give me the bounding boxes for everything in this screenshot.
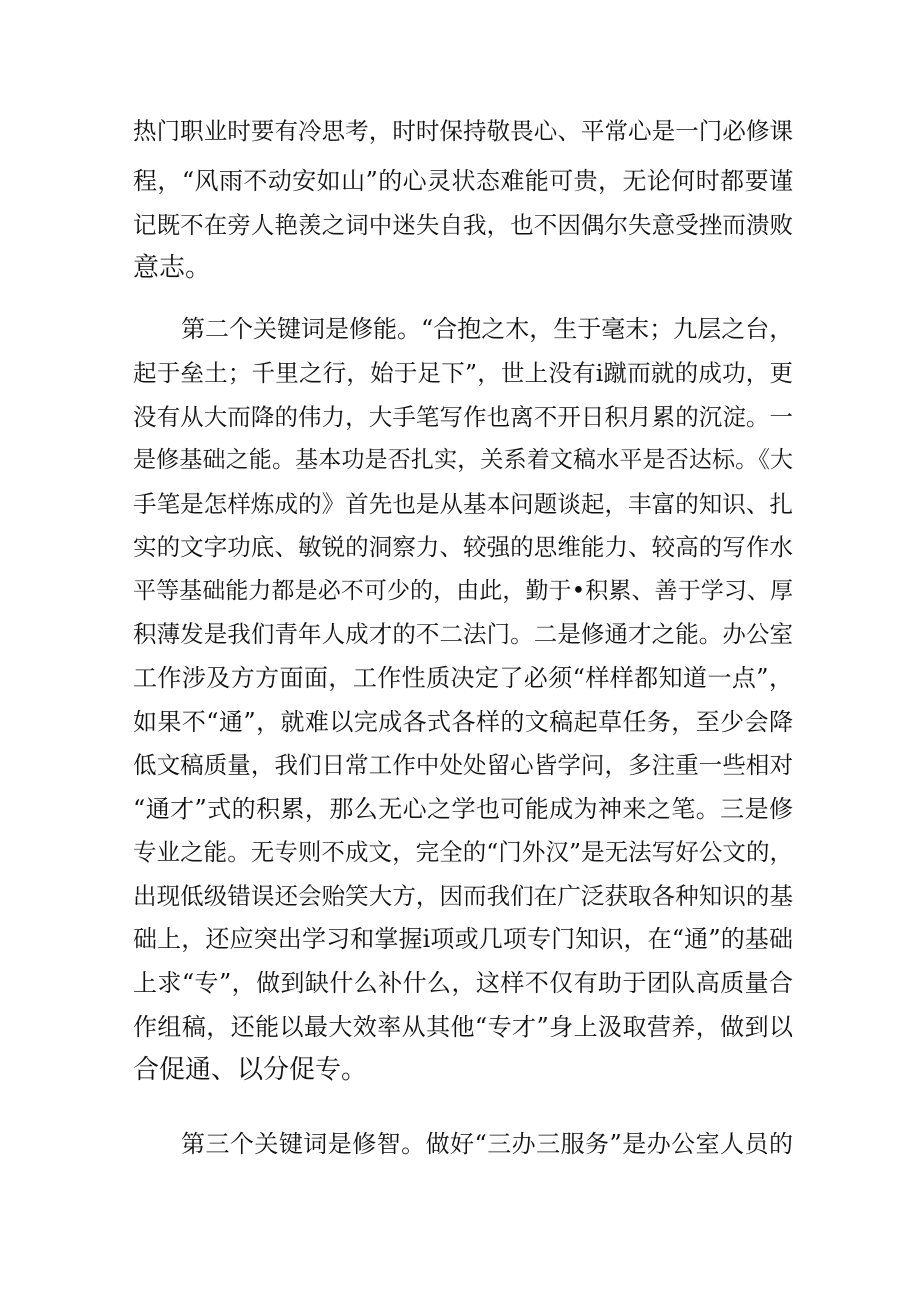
text-line-22: 合促通、以分促专。	[133, 1055, 368, 1085]
text-line-12: 积薄发是我们青年人成才的不二法门。二是修通才之能。办公室	[133, 620, 793, 648]
text-line-16: “通才”式的积累，那么无心之学也可能成为神来之笔。三是修	[133, 795, 793, 823]
text-line-13: 工作涉及方方面面，工作性质决定了必须“样样都知道一点”，	[133, 664, 793, 692]
text-line-5: 第二个关键词是修能。“合抱之木，生于毫末；九层之台，	[181, 315, 794, 343]
text-line-19: 础上，还应突出学习和掌握i项或几项专门知识，在“通”的基础	[133, 925, 793, 953]
text-line-3: 记既不在旁人艳羡之词中迷失自我，也不因偶尔失意受挫而溃败	[133, 211, 793, 239]
text-line-6: 起于垒土；千里之行，始于足下”，世上没有i蹴而就的成功，更	[133, 359, 793, 387]
text-line-2: 程，“风雨不动安如山”的心灵状态难能可贵，无论何时都要谨	[133, 167, 793, 195]
text-line-11: 平等基础能力都是必不可少的，由此，勤于•积累、善于学习、厚	[133, 578, 793, 604]
text-line-8: 是修基础之能。基本功是否扎实，关系着文稿水平是否达标。《大	[133, 447, 793, 473]
text-line-14: 如果不“通”，就难以完成各式各样的文稿起草任务，至少会降	[133, 708, 793, 736]
text-line-23: 第三个关键词是修智。做好“三办三服务”是办公室人员的	[181, 1130, 793, 1158]
text-line-15: 低文稿质量，我们日常工作中处处留心皆学问，多注重一些相对	[133, 751, 793, 779]
text-line-18: 出现低级错误还会贻笑大方，因而我们在广泛获取各种知识的基	[133, 882, 793, 910]
text-line-9: 手笔是怎样炼成的》首先也是从基本问题谈起，丰富的知识、扎	[133, 490, 793, 518]
text-line-21: 作组稿，还能以最大效率从其他“专才”身上汲取营养，做到以	[133, 1013, 793, 1041]
text-line-4: 意志。	[133, 253, 212, 283]
text-line-1: 热门职业时要有冷思考，时时保持敬畏心、平常心是一门必修课	[133, 117, 793, 145]
text-line-7: 没有从大而降的伟力，大手笔写作也离不开日积月累的沉淀。一	[133, 403, 793, 431]
text-line-10: 实的文字功底、敏锐的洞察力、较强的思维能力、较高的写作水	[133, 533, 793, 561]
text-line-17: 专业之能。无专则不成文，完全的“门外汉”是无法写好公文的，	[133, 838, 793, 866]
text-line-20: 上求“专”，做到缺什么补什么，这样不仅有助于团队高质量合	[133, 969, 793, 997]
